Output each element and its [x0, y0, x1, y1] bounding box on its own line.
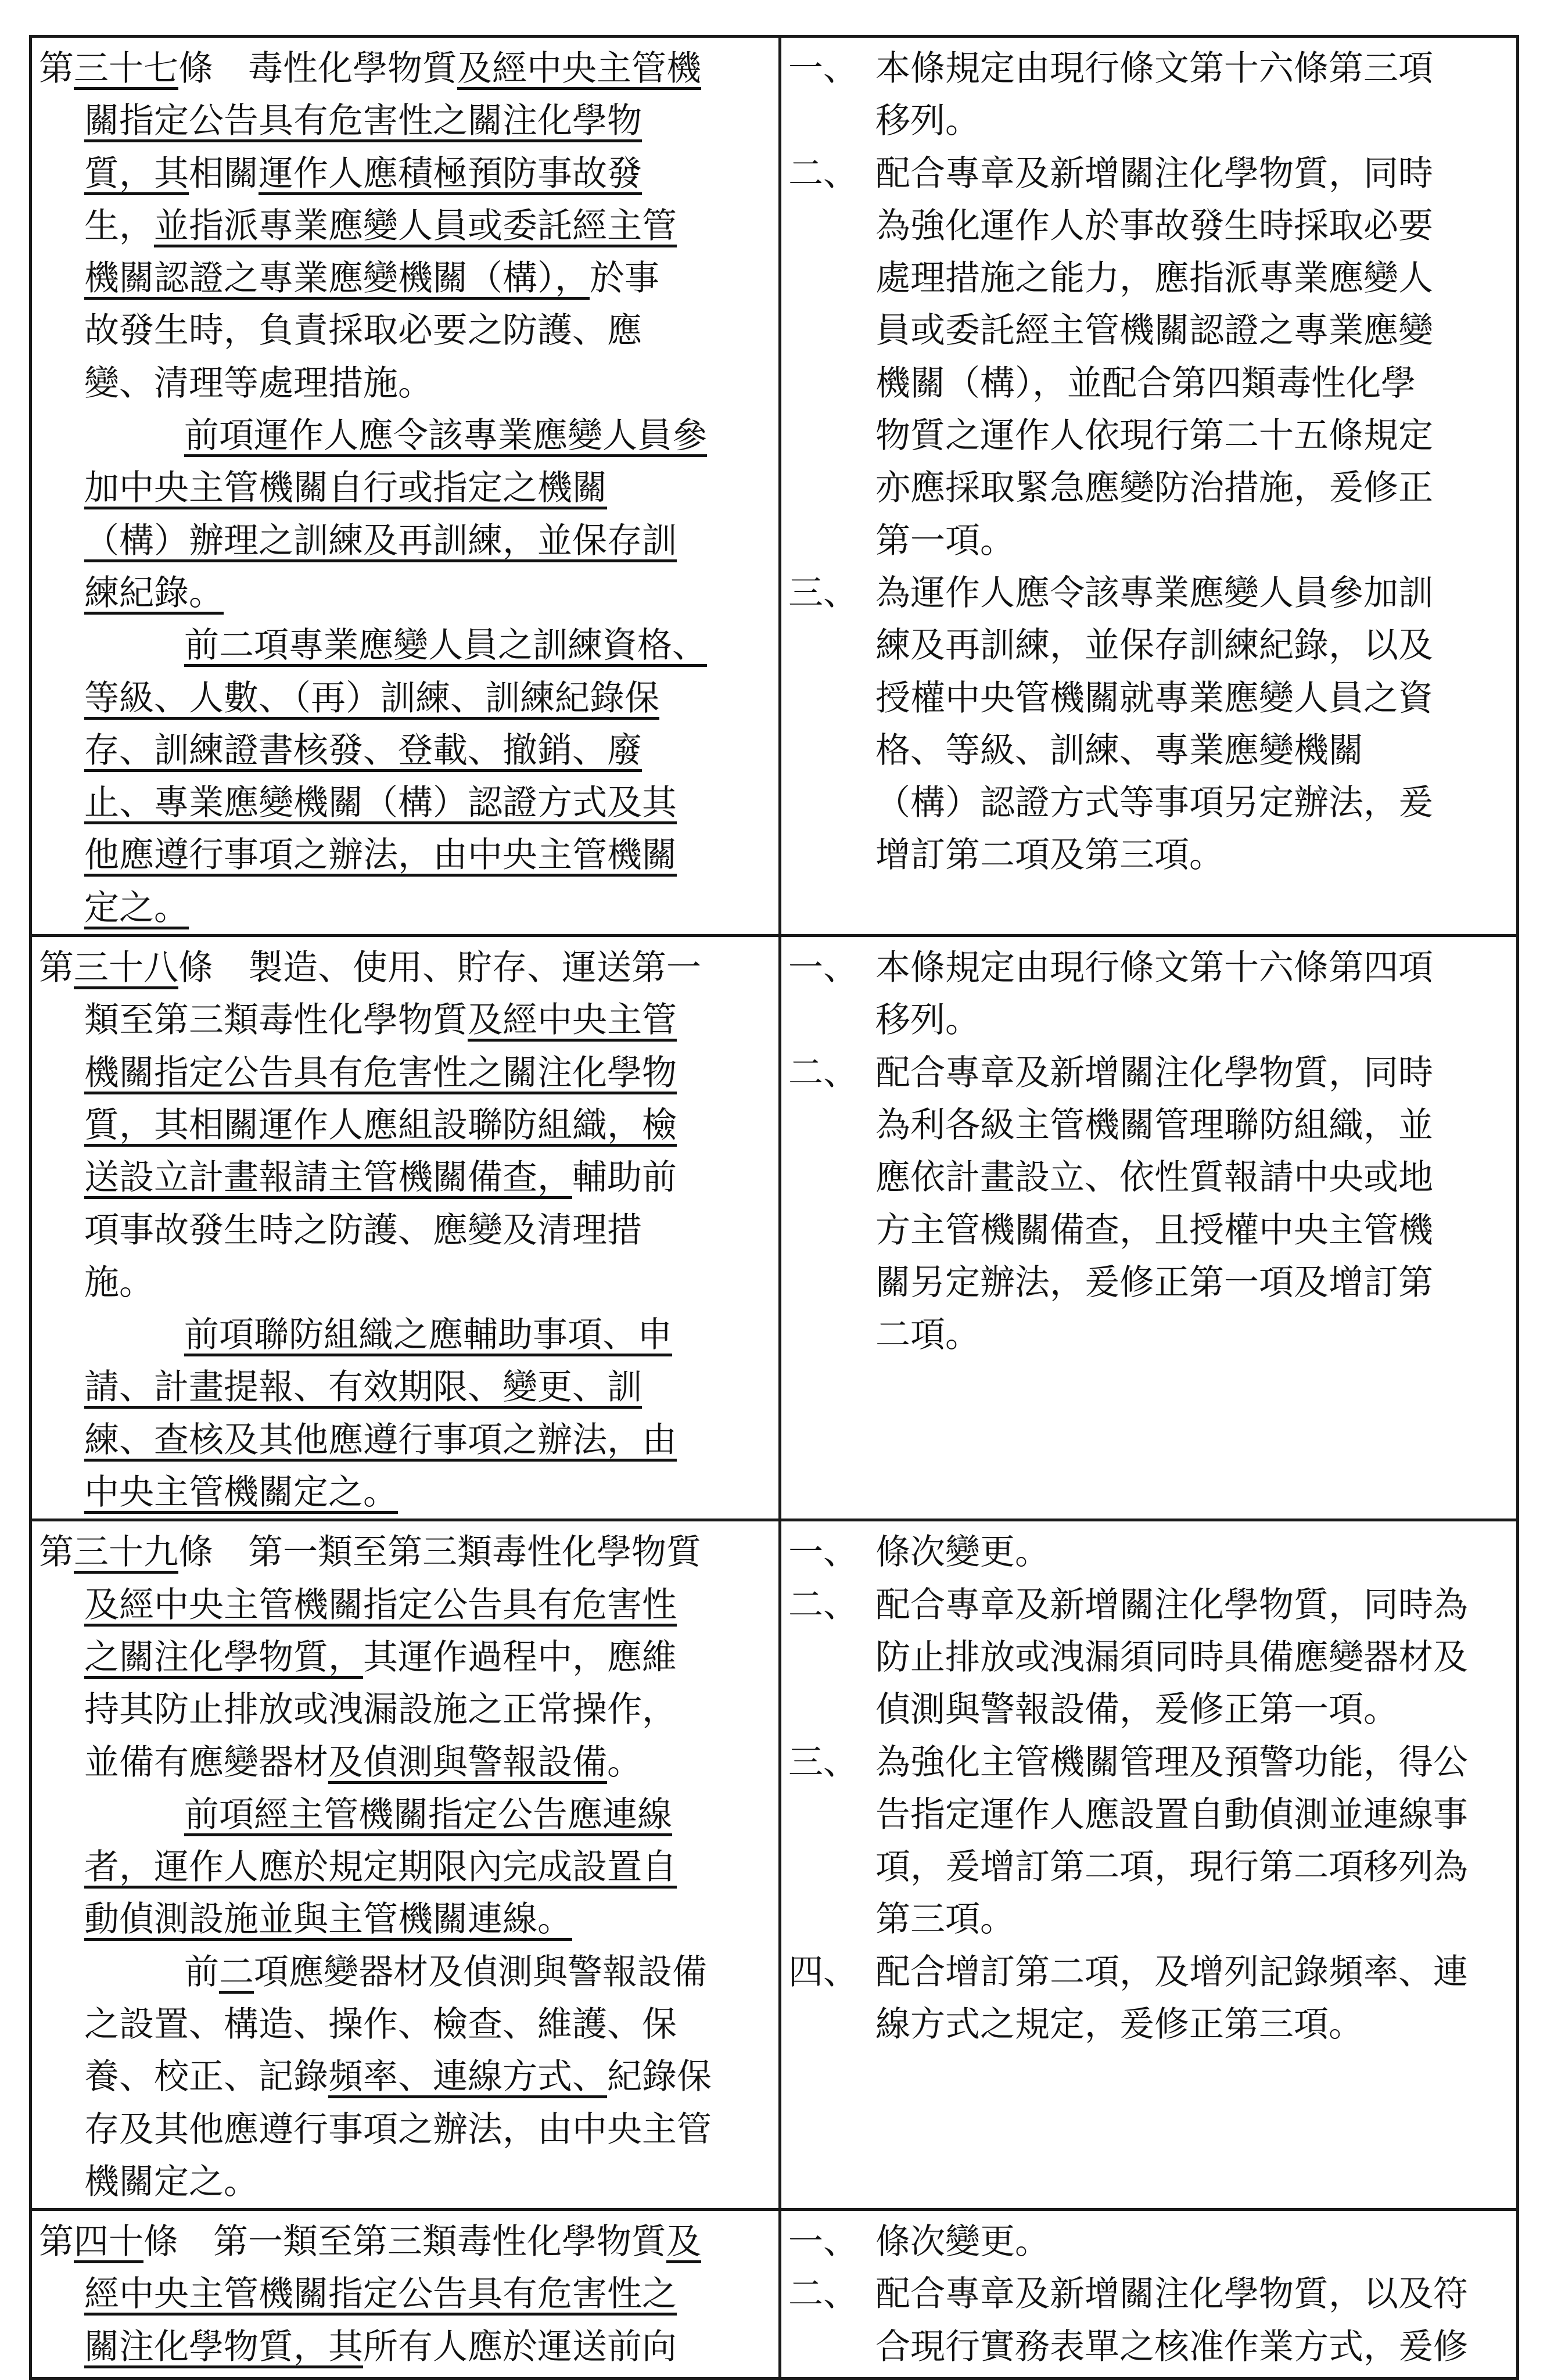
article-line: [39, 1998, 771, 2051]
amended-text-segment: 存、訓練證書核發、登載、撤銷、廢: [84, 730, 642, 771]
article-line: [39, 410, 771, 462]
amended-text-segment: 動偵測設施並與主管機關連線。: [84, 1899, 572, 1940]
explanation-line: 配合專章及新增關注化學物質，同時: [875, 153, 1433, 194]
amended-text-segment: 及: [666, 2221, 701, 2263]
article-line: [39, 1841, 771, 1893]
amended-text-segment: 機關指定公告具有危害性之關注化學物: [84, 1052, 677, 1093]
article-line: [39, 777, 771, 829]
explanation-text: [780, 936, 1518, 1520]
amended-text-segment: 送設立計畫報請主管機關備查，: [84, 1157, 572, 1198]
amended-text-segment: 練、查核及其他應遵行事項之辦法，由: [84, 1419, 677, 1460]
article-line: [39, 1414, 771, 1466]
explanation-line: 配合增訂第二項，及增列記錄頻率、連: [875, 1951, 1468, 1993]
amended-text-segment: 前項聯防組織之應輔助事項、申: [184, 1315, 672, 1356]
article-line: [39, 1736, 771, 1789]
article-line: [39, 1309, 771, 1361]
explanation-line: 亦應採取緊急應變防治措施，爰修正: [875, 468, 1433, 509]
text-segment: 存及其他應遵行事項之辦法，由中央主管: [84, 2109, 712, 2150]
amended-text-segment: 練紀錄。: [84, 572, 224, 613]
text-segment: 項應變器材及偵測與警報設備: [254, 1951, 707, 1993]
amended-text-segment: 及經中央主管機: [457, 48, 701, 89]
explanation-line: 二項。: [875, 1315, 980, 1356]
explanation-line: 方主管機關備查，且授權中央主管機: [875, 1209, 1433, 1251]
article-line: [39, 200, 771, 252]
amended-text-segment: 機關認證之專業應變機關（構），: [84, 258, 590, 299]
amended-text-segment: 頻率、連線方式、: [328, 2056, 607, 2098]
article-line: [39, 1151, 771, 1204]
text-segment: 第: [39, 947, 74, 989]
explanation-line: 本條規定由現行條文第十六條第三項: [875, 48, 1433, 89]
article-line: [39, 1579, 771, 1631]
explanation-line: 本條規定由現行條文第十六條第四項: [875, 947, 1433, 989]
amended-text-segment: 三十七: [74, 48, 178, 89]
amended-text-segment: 者，運作人應於規定期限內完成設置自: [84, 1847, 677, 1888]
text-segment: 前: [184, 1951, 219, 1993]
explanation-line: 條次變更。: [875, 1532, 1050, 1573]
article-line: [39, 1204, 771, 1257]
text-segment: 其運作過程中，應維: [363, 1636, 677, 1678]
article-line: [39, 724, 771, 777]
amended-article-text: [31, 936, 780, 1520]
explanation-item: [788, 942, 1509, 1047]
explanation-text: [780, 1520, 1518, 2210]
article-line: [39, 567, 771, 619]
item-number: 一、: [788, 1532, 858, 1573]
text-segment: 輔助前: [572, 1157, 677, 1198]
item-number: 三、: [788, 572, 858, 613]
article-line: [39, 1893, 771, 1945]
amended-text-segment: 三十九: [74, 1532, 178, 1573]
explanation-line: 配合專章及新增關注化學物質，同時為: [875, 1584, 1468, 1625]
text-segment: 項事故發生時之防護、應變及清理措: [84, 1209, 642, 1251]
article-line: [39, 1526, 771, 1578]
item-number: 一、: [788, 947, 858, 989]
amended-text-segment: 等級、人數、（再）訓練、訓練紀錄保: [84, 677, 659, 719]
amended-text-segment: 及偵測與警報設備: [328, 1742, 607, 1783]
explanation-text: [780, 37, 1518, 936]
explanation-line: 項，爰增訂第二項，現行第二項移列為: [875, 1847, 1468, 1888]
text-segment: 持其防止排放或洩漏設施之正常操作，: [84, 1689, 677, 1731]
text-segment: 所有人應於運送前向: [363, 2326, 677, 2367]
amended-text-segment: 經中央主管機關指定公告具有危害性之: [84, 2274, 677, 2315]
article-line: [39, 1466, 771, 1519]
explanation-line: 移列。: [875, 1000, 980, 1041]
amended-text-segment: 質，其: [84, 153, 189, 194]
amended-text-segment: 之關注化學物質，: [84, 1636, 363, 1678]
article-line: [39, 619, 771, 672]
text-segment: 生，: [84, 205, 154, 246]
article-line: [39, 1361, 771, 1413]
article-line: [39, 882, 771, 934]
article-line: [39, 2321, 771, 2373]
explanation-line: 格、等級、訓練、專業應變機關: [875, 730, 1363, 771]
article-line: [39, 95, 771, 147]
explanation-line: 處理措施之能力，應指派專業應變人: [875, 258, 1433, 299]
article-line: [39, 252, 771, 304]
amended-text-segment: 他應遵行事項之辦法，由中央主管機關: [84, 835, 677, 876]
explanation-line: 防止排放或洩漏須同時具備應變器材及: [875, 1636, 1468, 1678]
item-number: 二、: [788, 1052, 858, 1093]
explanation-line: 移列。: [875, 100, 980, 142]
text-segment: 第: [39, 2221, 74, 2263]
text-segment: 於事: [590, 258, 659, 299]
amended-text-segment: 關指定公告具有危害性之關注化學物: [84, 100, 642, 142]
article-line: [39, 1789, 771, 1841]
amended-article-text: [31, 37, 780, 936]
explanation-item: [788, 2216, 1509, 2268]
amended-text-segment: （構）辦理之訓練及再訓練，並保存訓: [84, 520, 677, 561]
explanation-line: 條次變更。: [875, 2221, 1050, 2263]
text-segment: 並備有應變器材: [84, 1742, 328, 1783]
item-number: 二、: [788, 153, 858, 194]
item-number: 四、: [788, 1951, 858, 1993]
text-segment: 條 製造、使用、貯存、運送第一: [178, 947, 701, 989]
table-row-article-37: [31, 37, 1518, 936]
amended-text-segment: 關注化學物質，其: [84, 2326, 363, 2367]
explanation-line: 線方式之規定，爰修正第三項。: [875, 2004, 1363, 2045]
article-line: [39, 357, 771, 410]
article-line: [39, 42, 771, 95]
explanation-line: 練及再訓練，並保存訓練紀錄，以及: [875, 625, 1433, 666]
amended-text-segment: 及經中央主管機關指定公告具有危害性: [84, 1584, 677, 1625]
explanation-line: 偵測與警報設備，爰修正第一項。: [875, 1689, 1398, 1731]
text-segment: 。: [607, 1742, 642, 1783]
explanation-line: 增訂第二項及第三項。: [875, 835, 1224, 876]
amended-article-text: [31, 2210, 780, 2379]
article-line: [39, 672, 771, 724]
amended-text-segment: 加中央主管機關自行或指定之機關: [84, 468, 607, 509]
table-row-article-39: [31, 1520, 1518, 2210]
explanation-item: [788, 1736, 1509, 1946]
text-segment: 第: [39, 48, 74, 89]
explanation-item: [788, 1526, 1509, 1578]
text-segment: 施。: [84, 1262, 154, 1303]
table-row-article-40: [31, 2210, 1518, 2379]
text-segment: 紀錄保: [607, 2056, 712, 2098]
article-line: [39, 2051, 771, 2103]
article-line: [39, 2268, 771, 2320]
amended-text-segment: 四十: [74, 2221, 143, 2263]
explanation-item: [788, 2268, 1509, 2373]
explanation-text: [780, 2210, 1518, 2379]
text-segment: 第: [39, 1532, 74, 1573]
text-segment: 養、校正、記錄: [84, 2056, 328, 2098]
text-segment: 條 第一類至第三類毒性化學物質: [143, 2221, 666, 2263]
article-line: [39, 2103, 771, 2156]
item-number: 二、: [788, 1584, 858, 1625]
amended-text-segment: 請、計畫提報、有效期限、變更、訓: [84, 1367, 642, 1408]
explanation-line: 配合專章及新增關注化學物質，以及符: [875, 2274, 1468, 2315]
table-row-article-38: [31, 936, 1518, 1520]
article-line: [39, 994, 771, 1046]
amendment-comparison-table: [29, 35, 1519, 2380]
explanation-line: 為強化主管機關管理及預警功能，得公: [875, 1742, 1468, 1783]
article-line: [39, 829, 771, 881]
explanation-line: 機關（構），並配合第四類毒性化學: [875, 362, 1416, 404]
text-segment: 條 第一類至第三類毒性化學物質: [178, 1532, 701, 1573]
explanation-item: [788, 42, 1509, 148]
explanation-item: [788, 1946, 1509, 2051]
explanation-line: 配合專章及新增關注化學物質，同時: [875, 1052, 1433, 1093]
article-line: [39, 148, 771, 200]
amended-text-segment: 三十八: [74, 947, 178, 989]
explanation-line: 告指定運作人應設置自動偵測並連線事: [875, 1794, 1468, 1835]
article-line: [39, 1257, 771, 1309]
article-line: [39, 2216, 771, 2268]
explanation-line: 為利各級主管機關管理聯防組織，並: [875, 1104, 1433, 1146]
explanation-item: [788, 1047, 1509, 1362]
amended-article-text: [31, 1520, 780, 2210]
text-segment: 機關定之。: [84, 2161, 259, 2202]
amended-text-segment: 並指派專業應變人員或委託經主管: [154, 205, 677, 246]
article-line: [39, 462, 771, 514]
item-number: 一、: [788, 48, 858, 89]
amended-text-segment: 止、專業應變機關（構）認證方式及其: [84, 782, 677, 824]
article-line: [39, 1047, 771, 1099]
article-line: [39, 942, 771, 994]
explanation-line: 為強化運作人於事故發生時採取必要: [875, 205, 1433, 246]
explanation-line: 物質之運作人依現行第二十五條規定: [875, 415, 1433, 457]
amended-text-segment: 定之。: [84, 887, 189, 928]
item-number: 一、: [788, 2221, 858, 2263]
amended-text-segment: 二: [219, 1951, 254, 1993]
explanation-line: 應依計畫設立、依性質報請中央或地: [875, 1157, 1433, 1198]
explanation-line: 合現行實務表單之核准作業方式，爰修: [875, 2326, 1468, 2367]
explanation-line: 第三項。: [875, 1899, 1015, 1940]
amended-text-segment: 前二項專業應變人員之訓練資格、: [184, 625, 707, 666]
explanation-item: [788, 1579, 1509, 1736]
text-segment: 變、清理等處理措施。: [84, 362, 433, 404]
article-line: [39, 1631, 771, 1683]
text-segment: 類至第三類毒性化學物質: [84, 1000, 468, 1041]
article-line: [39, 1683, 771, 1736]
amended-text-segment: 質，其相關運作人應組設聯防組織，檢: [84, 1104, 677, 1146]
text-segment: 相關: [189, 153, 259, 194]
explanation-item: [788, 567, 1509, 882]
text-segment: 條 毒性化學物質: [178, 48, 457, 89]
amended-text-segment: 中央主管機關定之。: [84, 1472, 398, 1513]
explanation-line: 為運作人應令該專業應變人員參加訓: [875, 572, 1433, 613]
explanation-line: 第一項。: [875, 520, 1015, 561]
article-line: [39, 304, 771, 357]
item-number: 三、: [788, 1742, 858, 1783]
explanation-line: （構）認證方式等事項另定辦法，爰: [875, 782, 1433, 824]
text-segment: 之設置、構造、操作、檢查、維護、保: [84, 2004, 677, 2045]
explanation-line: 關另定辦法，爰修正第一項及增訂第: [875, 1262, 1433, 1303]
amended-text-segment: 運作人應積極預防事故發: [259, 153, 642, 194]
explanation-line: 授權中央管機關就專業應變人員之資: [875, 677, 1433, 719]
text-segment: 故發生時，負責採取必要之防護、應: [84, 310, 642, 351]
explanation-item: [788, 148, 1509, 567]
article-line: [39, 1099, 771, 1151]
article-line: [39, 515, 771, 567]
amended-text-segment: 及經中央主管: [468, 1000, 677, 1041]
item-number: 二、: [788, 2274, 858, 2315]
article-line: [39, 2156, 771, 2208]
amended-text-segment: 前項經主管機關指定公告應連線: [184, 1794, 672, 1835]
article-line: [39, 1946, 771, 1998]
amended-text-segment: 前項運作人應令該專業應變人員參: [184, 415, 707, 457]
explanation-line: 員或委託經主管機關認證之專業應變: [875, 310, 1433, 351]
